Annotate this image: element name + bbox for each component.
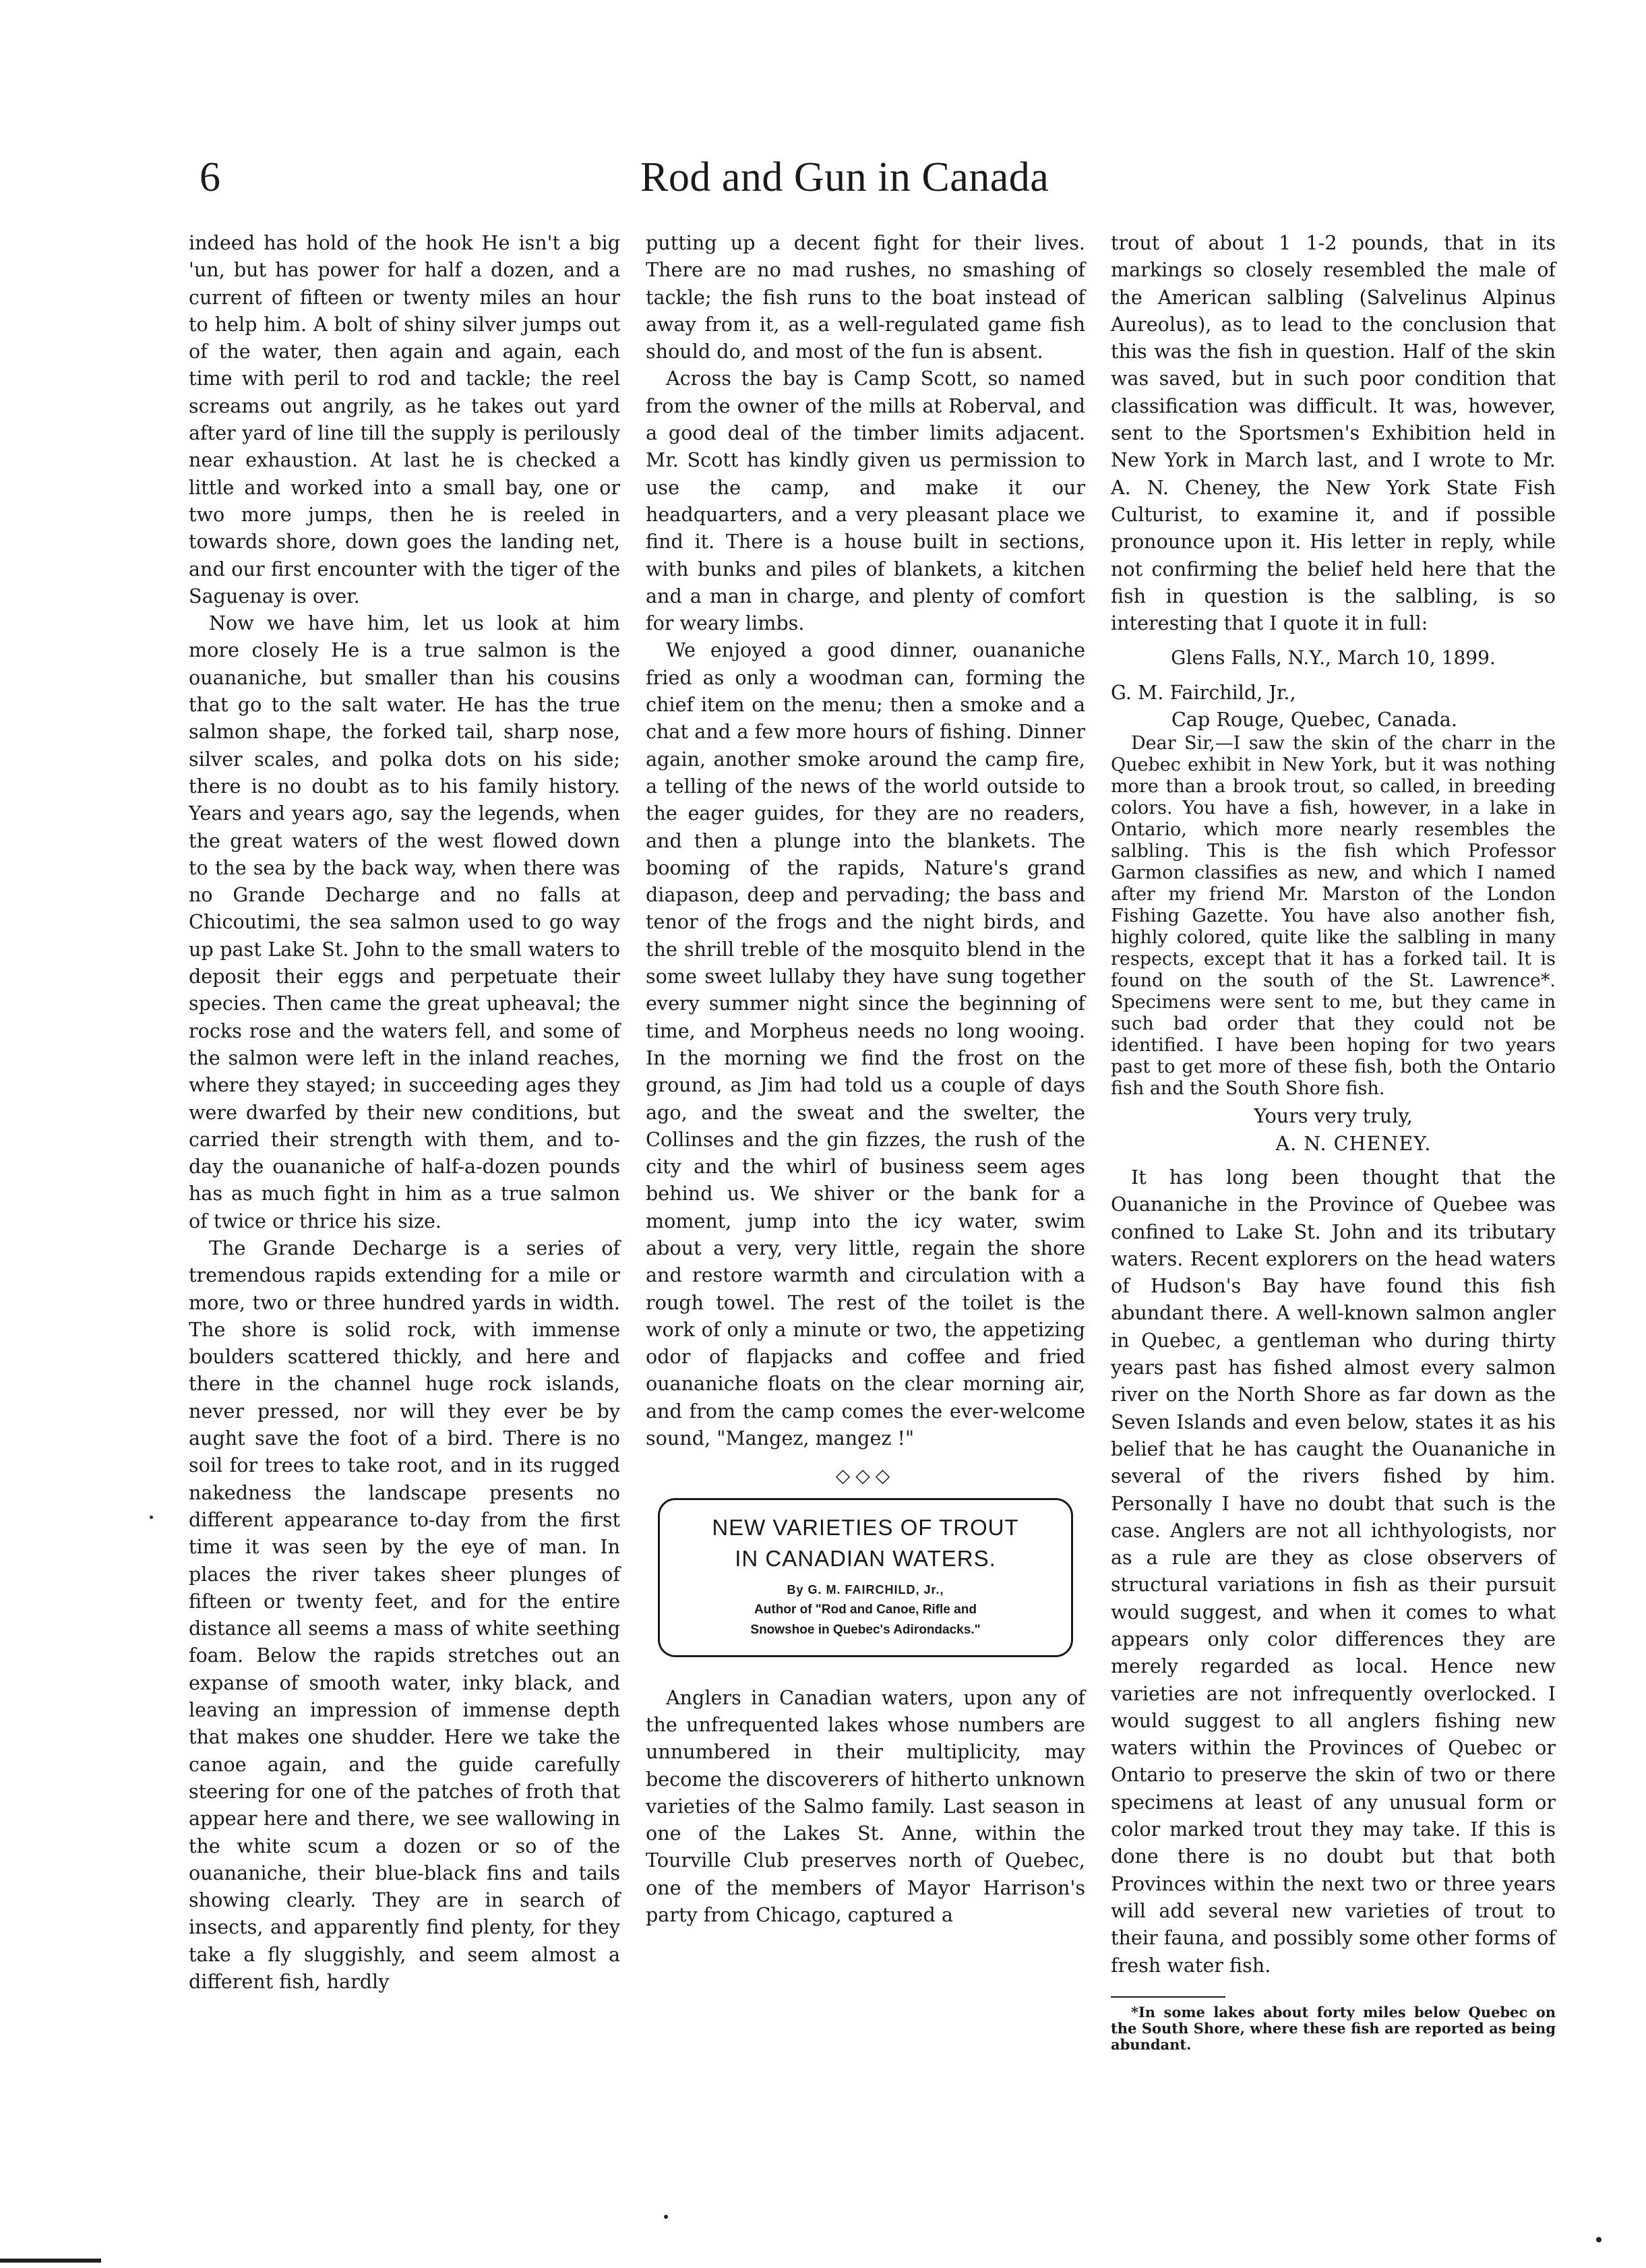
paragraph: trout of about 1 1-2 pounds, that in its markings so closely resembled the male of the American salbling (Salvelinus Alpinus Aureolus), as to lead to the conclusion that this was the fish in question. Half of the skin was saved, but in such poor condition that classification was difficult. It was, however, sent to the Sportsmen's Exhibition held in New York in March last, and I wrote to Mr. A. N. Cheney, the New York State Fish Culturist, to examine it, and if possible pronounce upon it. His letter in reply, while not confirming the belief held here that the fish in question is the salbling, is so interesting that I quote it in full: bbox=[1111, 231, 1556, 635]
bottom-edge-mark bbox=[0, 2259, 101, 2263]
footnote-text: *In some lakes about forty miles below Quebec on the South Shore, where these fish are reported as being abundant. bbox=[1111, 2003, 1556, 2053]
paragraph: The Grande Decharge is a series of tremendous rapids extending for a mile or more, two or three hundred yards in width. The shore is solid rock, with immense boulders scattered thickly, and here and there in the channel huge rock islands, never pressed, nor will they ever be by aught save the foot of a bird. There is no soil for trees to take root, and in its rugged nakedness the landscape presents no different appearance to-day from the first time it was seen by the eye of man. In places the river takes sheer plunges of fifteen or twenty feet, and for the entire distance all seems a mass of white seething foam. Below the rapids stretches out an expanse of smooth water, inky black, and leaving an impression of immense depth that makes one shudder. Here we take the canoe again, and the guide carefully steering for one of the patches of froth that appear here and there, we see wallowing in the white scum a dozen or so of the ouananiche, their blue-black fins and tails showing clearly. They are in search of insects, and apparently find plenty, for they take a fly sluggishly, and seem almost a different fish, hardly bbox=[189, 1236, 620, 1993]
article-paragraph: Anglers in Canadian waters, upon any of the unfrequented lakes whose numbers are unnumbered in their multiplicity, may become the discoverers of hitherto unknown varieties of the Salmo family. Last season in one of the Lakes St. Anne, within the Tourville Club preserves north of Quebec, one of the members of Mayor Harrison's party from Chicago, captured a bbox=[646, 1685, 1085, 1927]
letter-signature: A. N. CHENEY. bbox=[1275, 1131, 1432, 1155]
print-speck bbox=[664, 2215, 668, 2219]
paragraph: Across the bay is Camp Scott, so named from the owner of the mills at Roberval, and a good deal of the timber limits adjacent. Mr. Scott has kindly given us permission to use the camp, and make it our headquarters, and a very pleasant place we find it. There is a house built in sections, with bunks and piles of blankets, a kitchen and a man in charge, and plenty of comfort for weary limbs. bbox=[646, 367, 1085, 635]
paragraph: We enjoyed a good dinner, ouananiche fried as only a woodman can, forming the chief item on the menu; then a smoke and a chat and a few more hours of fishing. Dinner again, another smoke around the camp fire, a telling of the news of the world outside to the eager guides, for they are no readers, and then a plunge into the blankets. The booming of the rapids, Nature's grand diapason, deep and pervading; the bass and tenor of the frogs and the night birds, and the shrill treble of the mosquito blend in the some sweet lullaby they have sung together every summer night since the beginning of time, and Morpheus needs no long wooing. In the morning we find the frost on the ground, as Jim had told us a couple of days ago, and the sweat and the swelter, the Collinses and the gin fizzes, the rush of the city and the whirl of business seem ages behind us. We shiver or the bank for a moment, jump into the icy water, swim about a very, very little, regain the shore and restore warmth and circulation with a rough towel. The rest of the toilet is the work of only a minute or two, the appetizing odor of flapjacks and coffee and fried ouananiche floats on the clear morning air, and from the camp comes the ever-welcome sound, "Mangez, mangez !" bbox=[646, 638, 1085, 1450]
article-byline: By G. M. FAIRCHILD, Jr., bbox=[787, 1582, 944, 1596]
column-3 bbox=[1111, 229, 1556, 2053]
paragraph: It has long been thought that the Ouananiche in the Province of Quebee was confined to Lake St. John and its tributary waters. Recent explorers on the head waters of Hudson's Bay have found this fish abundant there. A well-known salmon angler in Quebec, a gentleman who during thirty years past has fished almost every salmon river on the North Shore as far down as the Seven Islands and even below, states it as his belief that he has caught the Ouananiche in several of the rivers fished by him. Personally I have no doubt that such is the case. Anglers are not all ichthyologists, nor as a rule are they as close observers of structural variations in fish as their pursuit would suggest, and when it comes to what appears only color differences they are merely regarded as local. Hence new varieties are not infrequently overlocked. I would suggest to all anglers fishing new waters within the Provinces of Quebec or Ontario to preserve the skin of two or there specimens at least of any unusual form or color marked trout they may take. If this is done there is no doubt but that both Provinces within the next two or three years will add several new varieties of trout to their fauna, and possibly some other forms of fresh water fish. bbox=[1111, 1165, 1556, 1977]
letter-closing: Yours very truly, bbox=[1254, 1104, 1413, 1128]
paragraph: indeed has hold of the hook He isn't a big 'un, but has power for half a dozen, and a current of fifteen or twenty miles an hour to help him. A bolt of shiny silver jumps out of the water, then again and again, each time with peril to rod and tackle; the reel screams out angrily, as he takes out yard after yard of line till the supply is perilously near exhaustion. At last he is checked a little and worked into a small bay, one or two more jumps, then he is reeled in towards shore, down goes the landing net, and our first encounter with the tiger of the Saguenay is over. bbox=[189, 231, 620, 607]
article-title-box bbox=[658, 1498, 1073, 1657]
section-ornament: ◇◇◇ bbox=[835, 1464, 896, 1487]
footnote bbox=[1111, 2004, 1556, 2053]
paragraph: putting up a decent fight for their lives. There are no mad rushes, no smashing of tackle; the fish runs to the boat instead of away from it, as a well-regulated game fish should do, and most of the fun is absent. bbox=[646, 231, 1085, 363]
letter-address: Cap Rouge, Quebec, Canada. bbox=[1171, 708, 1457, 732]
letter-dateline: Glens Falls, N.Y., March 10, 1899. bbox=[1171, 647, 1496, 669]
page-number: 6 bbox=[200, 154, 220, 200]
running-head: Rod and Gun in Canada bbox=[640, 154, 1049, 200]
article-author-credit-2: Snowshoe in Quebec's Adirondacks." bbox=[750, 1622, 981, 1637]
column-1 bbox=[189, 229, 620, 1995]
letter-body: Dear Sir,—I saw the skin of the charr in the Quebec exhibit in New York, but it was nothing more than a brook trout, so called, in breeding colors. You have a fish, however, in a lake in Ontario, which more nearly resembles the salbling. This is the fish which Professor Garmon classifies as new, and which I named after my friend Mr. Marston of the London Fishing Gazette. You have also another fish, highly colored, quite like the salbling in many respects, except that it has a forked tail. It is found on the south of the St. Lawrence*. Specimens were sent to me, but they came in such bad order that they could not be identified. I have been hoping for two years past to get more of these fish, both the Ontario fish and the South Shore fish. bbox=[1111, 733, 1556, 1100]
article-title-line-1: NEW VARIETIES OF TROUT bbox=[712, 1514, 1019, 1540]
print-speck bbox=[1596, 2237, 1602, 2242]
article-author-credit-1: Author of "Rod and Canoe, Rifle and bbox=[754, 1602, 977, 1617]
column-2 bbox=[646, 229, 1085, 1928]
letter-addressee: G. M. Fairchild, Jr., bbox=[1111, 680, 1296, 704]
paragraph: Now we have him, let us look at him more closely He is a true salmon is the ouananiche, but smaller than his cousins that go to the salt water. He has the true salmon shape, the forked tail, sharp nose, silver scales, and polka dots on his side; there is no doubt as to his family history. Years and years ago, say the legends, when the great waters of the west flowed down to the sea by the back way, when there was no Grande Decharge and no falls at Chicoutimi, the sea salmon used to go way up past Lake St. John to the small waters to deposit their eggs and perpetuate their species. Then came the great upheaval; the rocks rose and the waters fell, and some of the salmon were left in the inland reaches, where they stayed; in succeeding ages they were dwarfed by their new conditions, but carried their strength with them, and to-day the ouananiche of half-a-dozen pounds has as much fight in him as a true salmon of twice or thrice his size. bbox=[189, 611, 620, 1232]
print-speck bbox=[150, 1516, 153, 1519]
footnote-rule bbox=[1111, 1996, 1225, 1998]
quoted-letter bbox=[1111, 733, 1556, 1100]
article-title-line-2: IN CANADIAN WATERS. bbox=[735, 1545, 996, 1571]
